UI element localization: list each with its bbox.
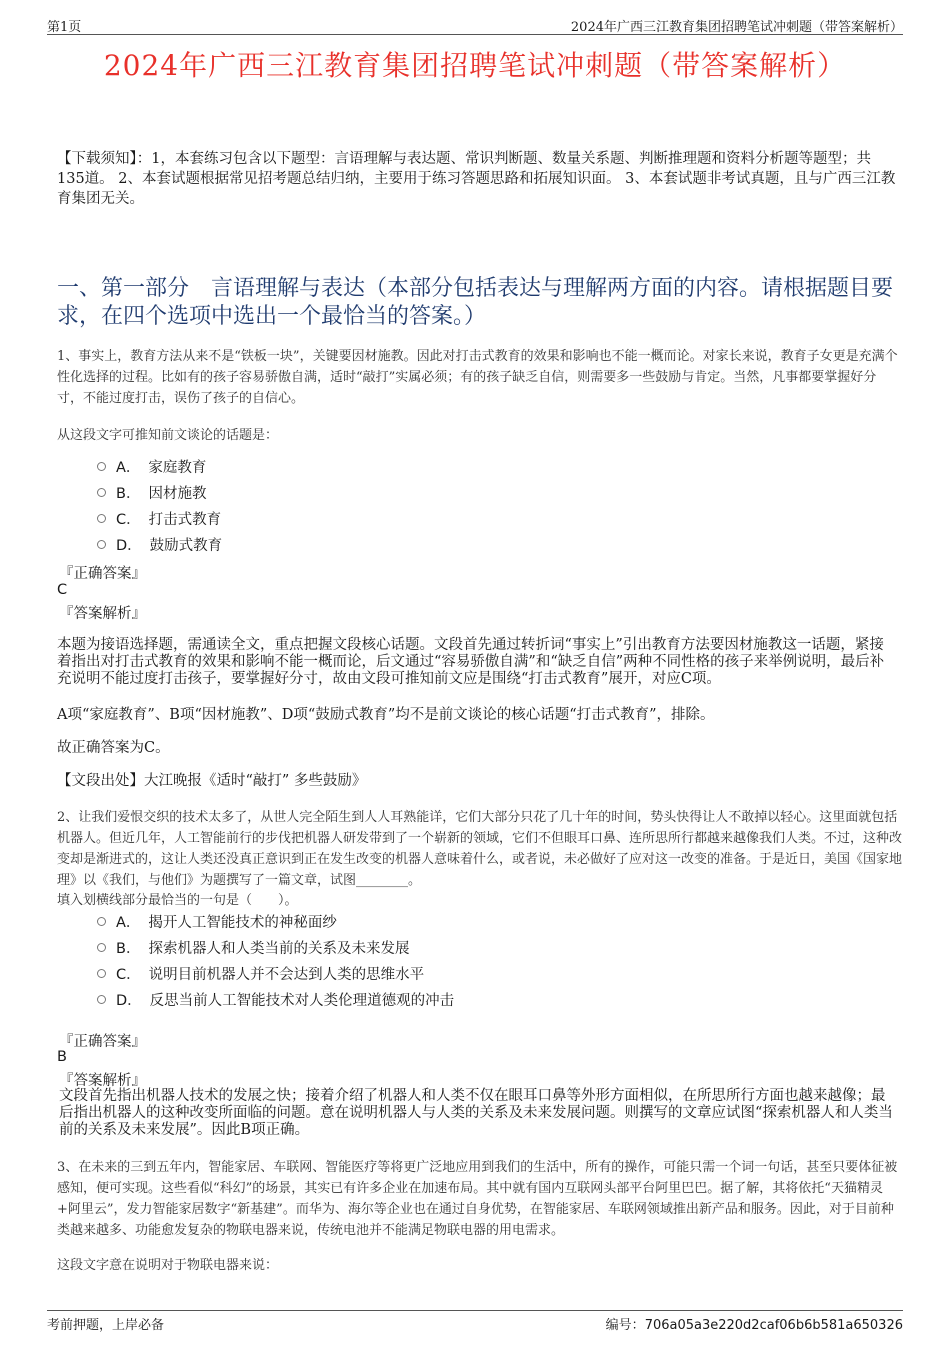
radio-icon[interactable]	[97, 540, 106, 549]
q1-option-b[interactable]	[97, 482, 206, 503]
q1-analysis-2: A项“家庭教育”、B项“因材施教”、D项“鼓励式教育”均不是前文谈论的核心话题“打击式教育”，排除。	[57, 707, 715, 723]
option-text: 打击式教育	[148, 512, 222, 528]
footer-code	[606, 1314, 903, 1333]
question-2-stem: 填入划横线部分最恰当的一句是（ ）。	[57, 893, 298, 908]
page-number: 第1页	[47, 20, 82, 35]
q1-option-a[interactable]	[97, 456, 206, 477]
q2-answer: B	[57, 1049, 67, 1065]
q2-answer-label: 『正确答案』	[59, 1034, 146, 1050]
option-text: 探索机器人和人类当前的关系及未来发展	[148, 941, 410, 957]
q1-answer-label: 『正确答案』	[59, 566, 146, 582]
header-doc-title: 2024年广西三江教育集团招聘笔试冲刺题（带答案解析）	[570, 20, 903, 35]
q1-analysis-label: 『答案解析』	[59, 606, 146, 622]
option-key: A．	[116, 460, 141, 476]
page-header	[47, 14, 903, 35]
footer-slogan: 考前押题，上岸必备	[47, 1318, 165, 1333]
q2-option-b[interactable]	[97, 937, 409, 958]
download-notice: 【下载须知】：1，本套练习包含以下题型：言语理解与表达题、常识判断题、数量关系题、判断推理题和资料分析题等题型；共135道。 2、本套试题根据常见招考题总结归纳，主要用于练习答题思路和拓展知识面。 3、本套试题非考试真题，且与广西三江教育集团无关。	[57, 151, 896, 207]
q2-analysis-label: 『答案解析』	[59, 1073, 146, 1089]
option-text: 鼓励式教育	[149, 538, 223, 554]
option-text: 揭开人工智能技术的神秘面纱	[148, 915, 337, 931]
q1-option-d[interactable]	[97, 534, 222, 555]
option-key: B．	[116, 486, 141, 502]
option-text: 家庭教育	[148, 460, 207, 476]
q1-answer: C	[57, 582, 68, 598]
q2-option-d[interactable]	[97, 989, 454, 1010]
q2-option-a[interactable]	[97, 911, 337, 932]
option-text: 反思当前人工智能技术对人类伦理道德观的冲击	[149, 993, 455, 1009]
q1-analysis-3: 故正确答案为C。	[57, 740, 170, 756]
radio-icon[interactable]	[97, 462, 106, 471]
page-footer	[47, 1310, 903, 1333]
option-key: C．	[116, 967, 141, 983]
radio-icon[interactable]	[97, 917, 106, 926]
option-key: D．	[116, 538, 142, 554]
footer-code-value: 706a05a3e220d2caf06b6b581a650326	[644, 1318, 903, 1333]
radio-icon[interactable]	[97, 969, 106, 978]
option-text: 因材施教	[148, 486, 207, 502]
option-key: C．	[116, 512, 141, 528]
q1-option-c[interactable]	[97, 508, 221, 529]
option-key: B．	[116, 941, 141, 957]
footer-code-label: 编号：	[605, 1318, 645, 1333]
radio-icon[interactable]	[97, 943, 106, 952]
question-3-text: 3、在未来的三到五年内，智能家居、车联网、智能医疗等将更广泛地应用到我们的生活中，所有的操作，可能只需一个词一句话，甚至只要体征被感知，便可实现。这些看似“科幻”的场景，其实已有许多企业在加速布局。其中就有国内互联网头部平台阿里巴巴。据了解，其将依托“天猫精灵+阿里云”，发力智能家居数字“新基建”。而华为、海尔等企业也在通过自身优势，在智能家居、车联网领域推出新产品和服务。因此，对于目前种类越来越多、功能愈发复杂的物联电器来说，传统电池并不能满足物联电器的用电需求。	[57, 1160, 898, 1238]
q1-source: 【文段出处】大江晚报《适时“敲打” 多些鼓励》	[57, 773, 367, 789]
radio-icon[interactable]	[97, 995, 106, 1004]
option-key: D．	[116, 993, 142, 1009]
document-title: 2024年广西三江教育集团招聘笔试冲刺题（带答案解析）	[103, 49, 847, 82]
question-3-stem: 这段文字意在说明对于物联电器来说：	[57, 1258, 279, 1273]
q2-analysis: 文段首先指出机器人技术的发展之快；接着介绍了机器人和人类不仅在眼耳口鼻等外形方面相似，在所思所行方面也越来越像；最后指出机器人的这种改变所面临的问题。意在说明机器人与人类的关系及未来发展问题。则撰写的文章应试图“探索机器人和人类当前的关系及未来发展”。因此B项正确。	[59, 1088, 893, 1138]
option-text: 说明目前机器人并不会达到人类的思维水平	[148, 967, 425, 983]
q2-option-c[interactable]	[97, 963, 424, 984]
question-1-stem: 从这段文字可推知前文谈论的话题是：	[57, 428, 279, 443]
radio-icon[interactable]	[97, 488, 106, 497]
section-heading: 一、第一部分 言语理解与表达（本部分包括表达与理解两方面的内容。请根据题目要求，在四个选项中选出一个最恰当的答案。）	[57, 276, 894, 329]
q1-analysis-1: 本题为接语选择题，需通读全文，重点把握文段核心话题。文段首先通过转折词“事实上”引出教育方法要因材施教这一话题，紧接着指出对打击式教育的效果和影响不能一概而论，后文通过“容易骄傲自满”和“缺乏自信”两种不同性格的孩子来举例说明，最后补充说明不能过度打击孩子，要掌握好分寸，故由文段可推知前文应是围绕“打击式教育”展开，对应C项。	[57, 637, 885, 687]
option-key: A．	[116, 915, 141, 931]
radio-icon[interactable]	[97, 514, 106, 523]
question-1-text: 1、事实上，教育方法从来不是“铁板一块”，关键要因材施教。因此对打击式教育的效果和影响也不能一概而论。对家长来说，教育子女更是充满个性化选择的过程。比如有的孩子容易骄傲自满，适时“敲打”实属必须；有的孩子缺乏自信，则需要多一些鼓励与肯定。当然，凡事都要掌握好分寸，不能过度打击，误伤了孩子的自信心。	[57, 349, 898, 406]
question-2-text: 2、让我们爱恨交织的技术太多了，从世人完全陌生到人人耳熟能详，它们大部分只花了几十年的时间，势头快得让人不敢掉以轻心。这里面就包括机器人。但近几年，人工智能前行的步伐把机器人研发带到了一个崭新的领域，它们不但眼耳口鼻、连所思所行都越来越像我们人类。不过，这种改变却是渐进式的，这让人类还没真正意识到正在发生改变的机器人意味着什么，或者说，未必做好了应对这一改变的准备。于是近日，美国《国家地理》以《我们，与他们》为题撰写了一篇文章，试图________。	[57, 810, 903, 888]
